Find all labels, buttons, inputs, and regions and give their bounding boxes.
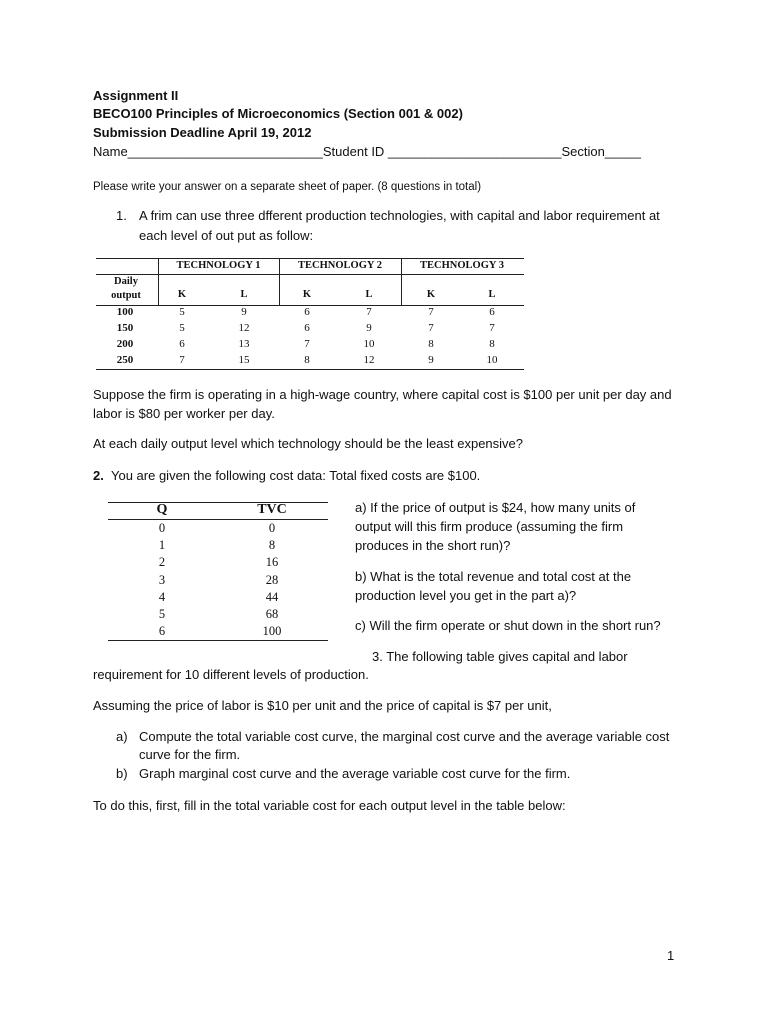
tech-table-cell: 9 (366, 322, 372, 334)
q1-text-line2: each level of out put as follow: (139, 228, 314, 243)
tvc-table-cell: 100 (262, 624, 282, 639)
course-title: BECO100 Principles of Microeconomics (Section 001 & 002) (93, 106, 463, 121)
q3-todo: To do this, first, fill in the total variable cost for each output level in the table below: (93, 798, 566, 813)
q3-a-line1: Compute the total variable cost curve, the marginal cost curve and the average variable cost (139, 729, 670, 744)
tech-table-cell: 12 (363, 354, 375, 366)
q2-c-line1: c) Will the firm operate or shut down in the short run? (355, 618, 661, 633)
q3-a-label: a) (116, 729, 128, 744)
col-tvc: TVC (257, 502, 287, 517)
tech3-header: TECHNOLOGY 3 (420, 260, 504, 271)
tvc-table-cell: 68 (265, 607, 279, 621)
tvc-table-cell: 5 (158, 607, 166, 621)
tech-table-cell: 6 (489, 306, 495, 318)
tech1-header: TECHNOLOGY 1 (176, 260, 261, 271)
q2-a-line2: output will this firm produce (assuming the firm (355, 519, 624, 534)
tech-table-cell: 12 (238, 322, 250, 334)
q1-text-line1: A frim can use three dfferent production technologies, with capital and labor requirement at (139, 208, 660, 223)
tech-table-cell: 8 (428, 338, 434, 350)
tech-table-cell: 6 (179, 338, 185, 350)
tvc-table (108, 500, 330, 642)
q3-b-line1: Graph marginal cost curve and the average variable cost curve for the firm. (139, 766, 571, 781)
tech-table-cell: 7 (489, 322, 495, 334)
tech-table-cell: 5 (179, 322, 185, 334)
tvc-table-cell: 28 (265, 572, 279, 587)
q3-b-label: b) (116, 766, 128, 781)
tech-table-cell: 7 (428, 306, 434, 318)
tech-table-cell: 250 (116, 354, 134, 366)
submission-deadline: Submission Deadline April 19, 2012 (93, 125, 312, 140)
q1-para-line2: labor is $80 per worker per day. (93, 406, 275, 421)
tech-table-cell: 15 (238, 354, 250, 366)
q3-line1: 3. The following table gives capital and labor (372, 649, 628, 664)
tvc-table-cell: 0 (158, 521, 166, 535)
tech-table-cell: 200 (116, 338, 134, 350)
col-q: Q (156, 502, 168, 517)
q3-line2: requirement for 10 different levels of production. (93, 667, 369, 682)
output-header: output (111, 290, 141, 301)
col-k3: K (426, 289, 436, 300)
q1-number: 1. (116, 208, 127, 223)
tech-table-cell: 10 (486, 354, 498, 366)
q2-b-line1: b) What is the total revenue and total cost at the (355, 569, 632, 584)
q2-text: You are given the following cost data: Total fixed costs are $100. (111, 468, 481, 483)
tech-table-cell: 150 (116, 322, 134, 334)
tech-table-cell: 100 (116, 306, 134, 318)
daily-header: Daily (114, 276, 138, 287)
tech-table-cell: 5 (179, 306, 185, 318)
col-l2: L (365, 289, 373, 300)
q2-a-line1: a) If the price of output is $24, how many units of (355, 500, 636, 515)
technology-table (96, 258, 524, 370)
tvc-table-cell: 44 (265, 589, 279, 604)
tech-table-cell: 8 (304, 354, 310, 366)
q2-number: 2. (93, 468, 104, 483)
col-k1: K (177, 289, 187, 300)
tvc-table-cell: 2 (158, 555, 166, 570)
tvc-table-cell: 16 (265, 555, 279, 570)
tvc-table-cell: 3 (158, 572, 166, 587)
q2-a-line3: produces in the short run)? (355, 538, 511, 553)
tvc-table-cell: 6 (158, 624, 166, 639)
q1-question: At each daily output level which technology should be the least expensive? (93, 436, 524, 451)
assignment-title: Assignment II (93, 88, 179, 103)
tech-table-cell: 7 (304, 338, 310, 350)
instructions: Please write your answer on a separate sheet of paper. (8 questions in total) (93, 181, 482, 193)
tech-table-cell: 7 (428, 322, 434, 334)
tech-table-cell: 7 (179, 354, 185, 366)
student-info-fields: Name___________________________Student ID ________________________Section_____ (93, 144, 641, 159)
tech-table-cell: 13 (238, 338, 250, 350)
tech-table-cell: 8 (489, 338, 495, 350)
tvc-table-cell: 0 (268, 521, 276, 535)
tech-table-cell: 9 (428, 354, 434, 366)
tvc-table-cell: 1 (158, 538, 166, 553)
q1-para-line1: Suppose the firm is operating in a high-wage country, where capital cost is $100 per unit per day and (93, 387, 672, 402)
q2-b-line2: production level you get in the part a)? (355, 588, 577, 603)
tech-table-cell: 7 (366, 306, 372, 318)
page-number: 1 (667, 948, 675, 963)
tech-table-cell: 6 (304, 322, 310, 334)
tvc-table-cell: 4 (158, 589, 166, 604)
col-l1: L (240, 289, 248, 300)
tvc-table-cell: 8 (268, 538, 276, 553)
tech2-header: TECHNOLOGY 2 (298, 260, 382, 271)
tech-table-cell: 10 (363, 338, 375, 350)
col-l3: L (488, 289, 496, 300)
q3-a-line2: curve for the firm. (139, 747, 241, 762)
q3-assumption: Assuming the price of labor is $10 per unit and the price of capital is $7 per unit, (93, 698, 552, 713)
tech-table-cell: 6 (304, 306, 310, 318)
col-k2: K (302, 289, 312, 300)
tech-table-cell: 9 (241, 306, 247, 318)
